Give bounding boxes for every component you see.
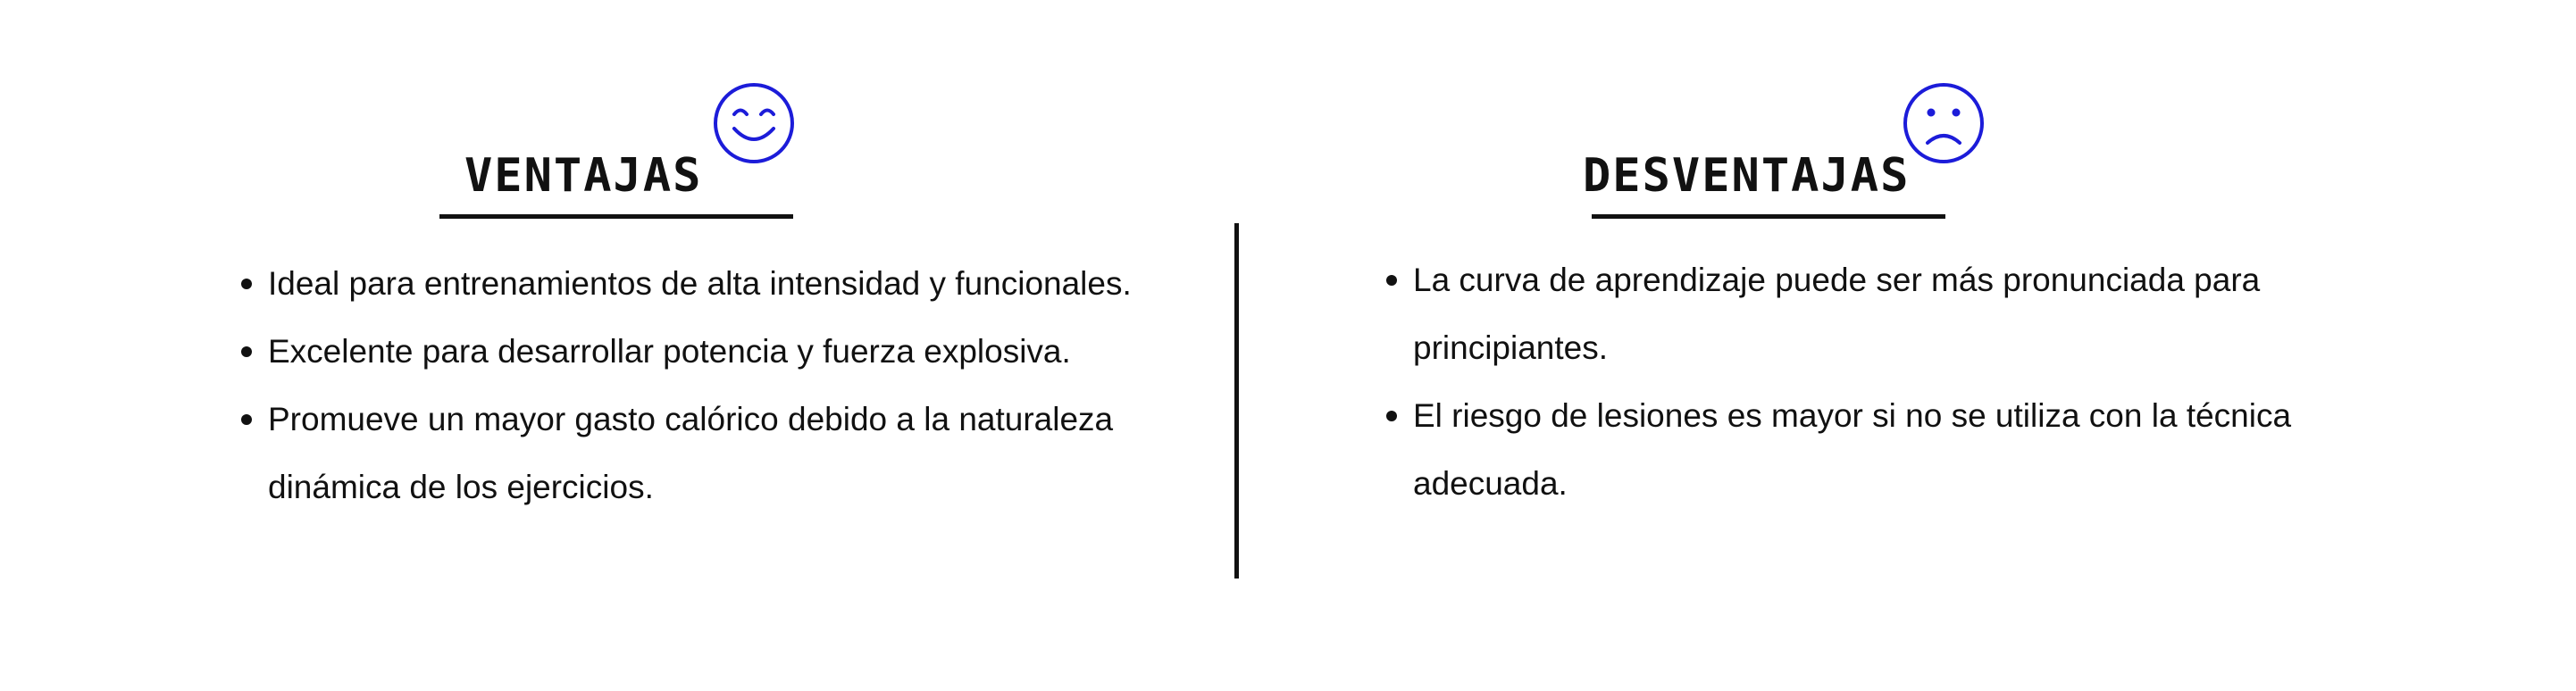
advantages-item: Excelente para desarrollar potencia y fuerza explosiva. [241, 318, 1152, 386]
disadvantages-item: La curva de aprendizaje puede ser más pronunciada para principiantes. [1386, 246, 2324, 382]
advantages-item: Promueve un mayor gasto calórico debido a la naturaleza dinámica de los ejercicios. [241, 386, 1152, 521]
advantages-item: Ideal para entrenamientos de alta intensidad y funcionales. [241, 250, 1152, 318]
column-divider [1234, 223, 1239, 579]
smiley-face-icon [713, 82, 795, 164]
disadvantages-underline [1592, 214, 1945, 219]
advantages-underline [439, 214, 793, 219]
disadvantages-list [1386, 246, 2324, 518]
advantages-list [241, 250, 1152, 521]
sad-face-icon [1903, 82, 1985, 164]
disadvantages-item: El riesgo de lesiones es mayor si no se utiliza con la técnica adecuada. [1386, 382, 2324, 518]
disadvantages-title: DESVENTAJAS [1583, 149, 1911, 204]
advantages-title: VENTAJAS [464, 149, 703, 204]
